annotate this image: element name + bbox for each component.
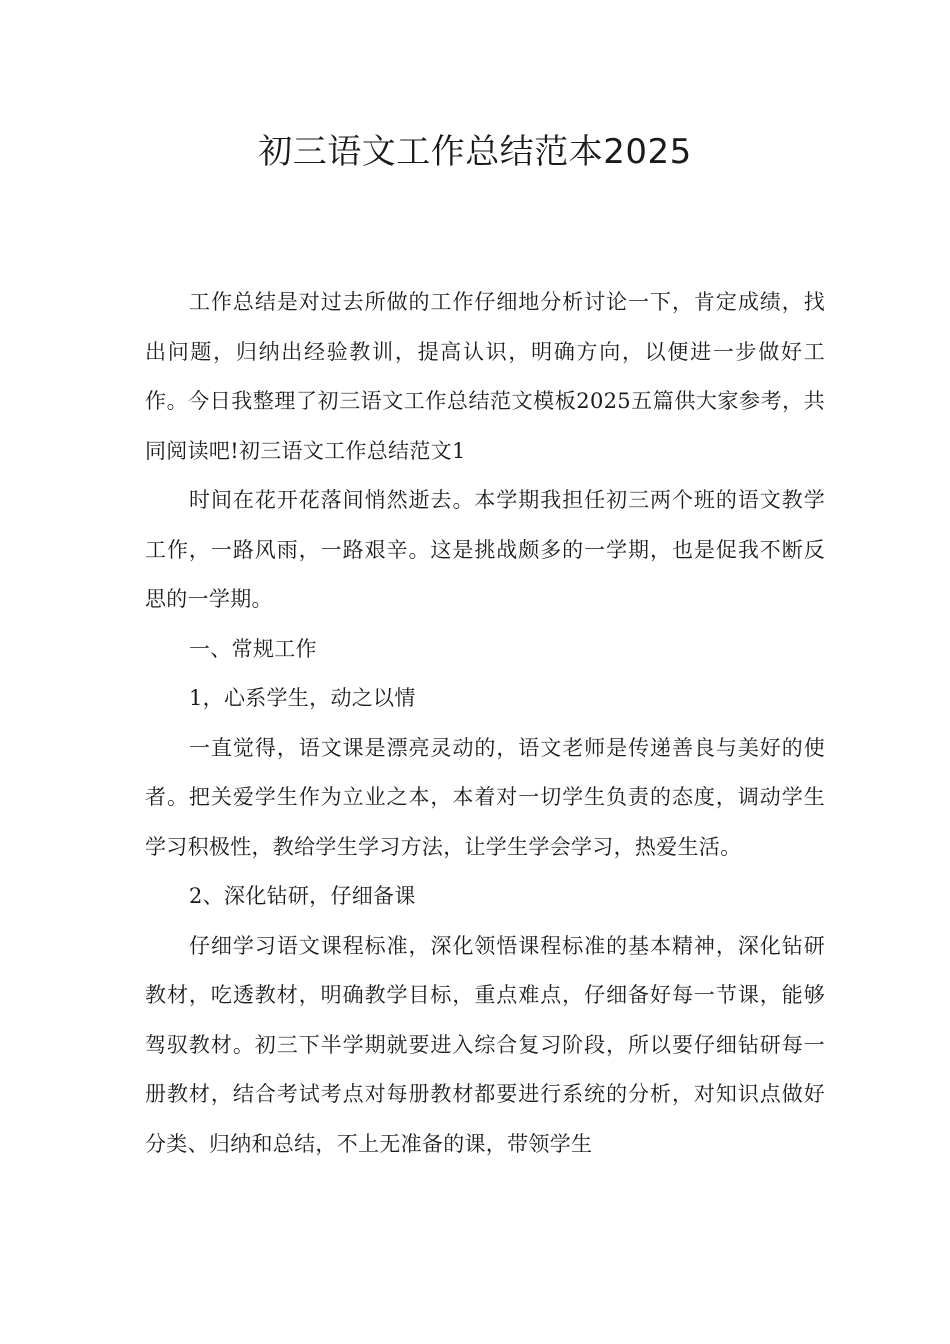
paragraph-intro: 工作总结是对过去所做的工作仔细地分析讨论一下，肯定成绩，找出问题，归纳出经验教训，提高认识，明确方向，以便进一步做好工作。今日我整理了初三语文工作总结范文模板2025五篇供大家参考，共同阅读吧!初三语文工作总结范文1 xyxy=(145,290,825,463)
paragraph-lesson-preparation: 仔细学习语文课程标准，深化领悟课程标准的基本精神，深化钻研教材，吃透教材，明确教学目标，重点难点，仔细备好每一节课，能够驾驭教材。初三下半学期就要进入综合复习阶段，所以要仔细钻研每一册教材，结合考试考点对每册教材都要进行系统的分析，对知识点做好分类、归纳和总结，不上无准备的课，带领学生 xyxy=(145,933,825,1156)
section-heading-routine-work: 一、常规工作 xyxy=(189,636,317,661)
subheading-care-for-students: 1，心系学生，动之以情 xyxy=(189,686,416,710)
subheading-lesson-preparation: 2、深化钻研，仔细备课 xyxy=(189,884,416,908)
paragraph-care-for-students: 一直觉得，语文课是漂亮灵动的，语文老师是传递善良与美好的使者。把关爱学生作为立业之本，本着对一切学生负责的态度，调动学生学习积极性，教给学生学习方法，让学生学会学习，热爱生活。 xyxy=(145,735,825,859)
document-title: 初三语文工作总结范本2025 xyxy=(258,132,692,172)
document-body xyxy=(145,278,825,1169)
paragraph-opening: 时间在花开花落间悄然逝去。本学期我担任初三两个班的语文教学工作，一路风雨，一路艰辛。这是挑战颇多的一学期，也是促我不断反思的一学期。 xyxy=(145,488,825,611)
